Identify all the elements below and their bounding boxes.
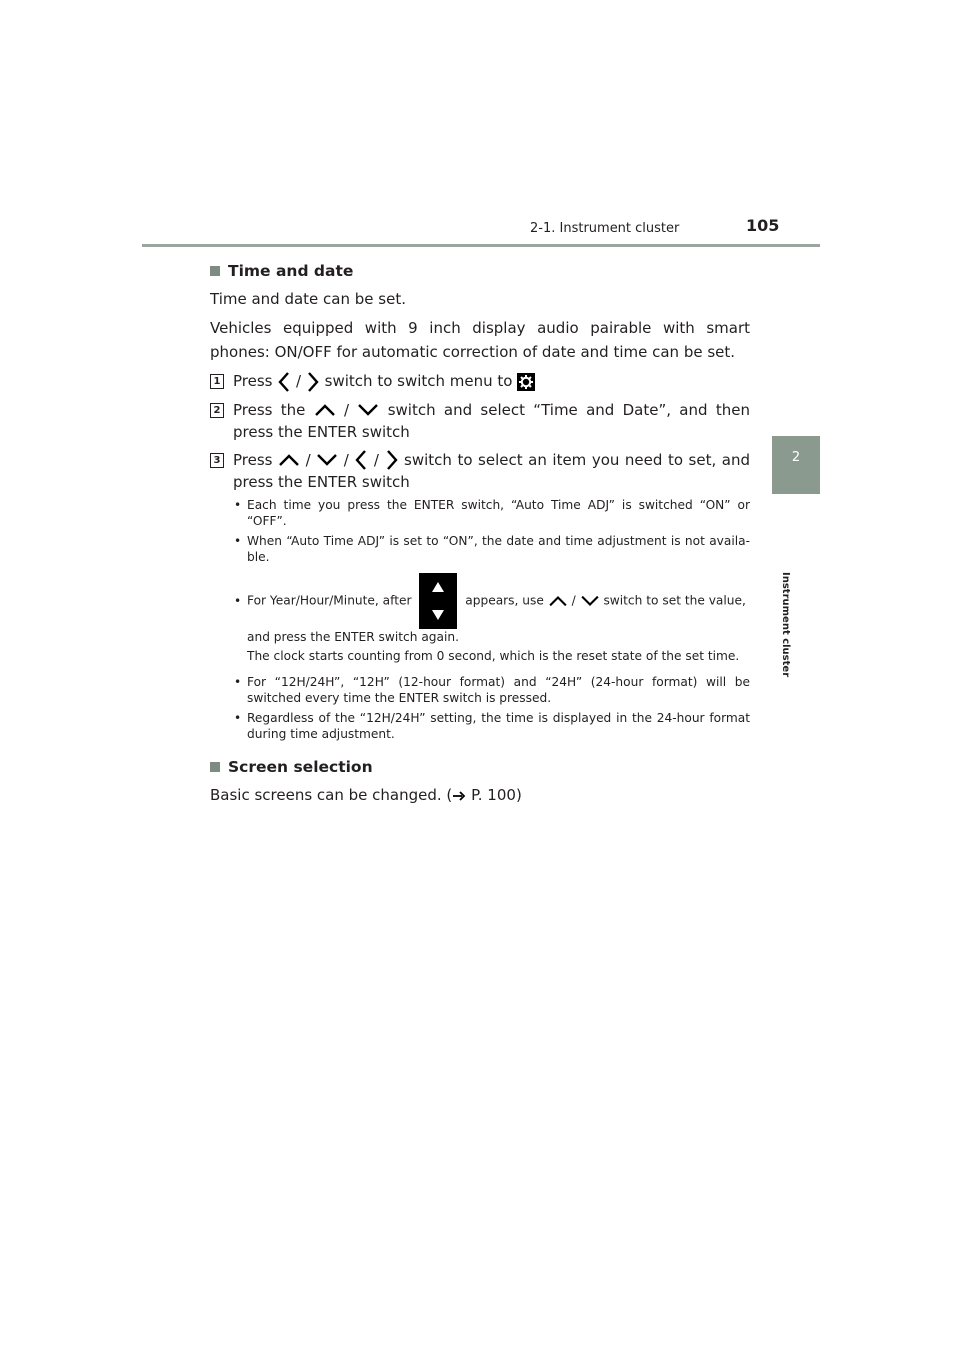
chevron-right-icon [306,371,320,393]
chevron-left-icon [277,371,291,393]
bullet-item: • Regardless of the “12H/24H” setting, the time is displayed in the 24-hour format during time adjustment. [234,711,750,741]
chevron-down-icon [316,452,338,468]
step-number: 1 [210,374,224,389]
bullet-dot-icon: • [234,498,242,512]
chapter-tab [772,436,820,494]
up-down-arrows-icon [419,573,457,629]
step-1: 1 Press / switch to switch menu to [210,370,750,393]
note-text: Vehicles equipped with 9 inch display audio pairable with smart phones: ON/OFF for automatic correction of date and time can be set. [210,319,750,361]
header-section-title: 2-1. Instrument cluster [530,221,680,236]
arrow-right-icon [452,790,466,802]
bullet-continuation: and press the ENTER switch again. [247,630,459,644]
bullet-dot-icon: • [234,534,242,548]
gear-icon [517,373,535,391]
chapter-title: Instrument cluster [780,572,791,678]
chevron-up-icon [278,452,300,468]
bullet-dot-icon: • [234,711,242,725]
chevron-up-icon [314,402,336,418]
chevron-down-icon [580,594,600,608]
page-reference-link[interactable]: P. 100) [471,786,522,804]
bullet-item: • When “Auto Time ADJ” is set to “ON”, the date and time adjustment is not availa-ble. [234,534,750,564]
chevron-down-icon [357,402,379,418]
chevron-left-icon [354,449,368,471]
bullet-dot-icon: • [234,594,242,608]
chevron-right-icon [385,449,399,471]
screen-selection-text: Basic screens can be changed. ( P. 100) [210,786,522,804]
step-2: 2 Press the / switch and select “Time and Date”, and then press the ENTER switch [210,399,750,443]
bullet-continuation: The clock starts counting from 0 second, which is the reset state of the set time. [247,649,740,663]
chapter-number: 2 [791,450,801,465]
header-rule [142,244,820,247]
chevron-up-icon [548,594,568,608]
step-3: 3 Press / / / switch to select an item you need to set, and press the ENTER switch [210,449,750,494]
intro-text: Time and date can be set. [210,290,406,308]
square-bullet-icon [210,762,220,772]
bullet-dot-icon: • [234,675,242,689]
section-heading-screen-selection: Screen selection [210,756,750,778]
section-heading-time-date: Time and date [210,260,750,282]
step-number: 2 [210,403,224,418]
page-number: 105 [746,216,780,235]
bullet-item: • For Year/Hour/Minute, after appears, use / switch to set the value, and press the ENTER switch again. The clock starts counting from 0 second, which is the reset state of the set time. [210,573,750,664]
bullet-item: • For “12H/24H”, “12H” (12-hour format) and “24H” (24-hour format) will be switched every time the ENTER switch is pressed. [234,675,750,705]
square-bullet-icon [210,266,220,276]
step-number: 3 [210,453,224,468]
page-content [210,260,750,807]
bullet-item: • Each time you press the ENTER switch, “Auto Time ADJ” is switched “ON” or “OFF”. [234,498,750,528]
